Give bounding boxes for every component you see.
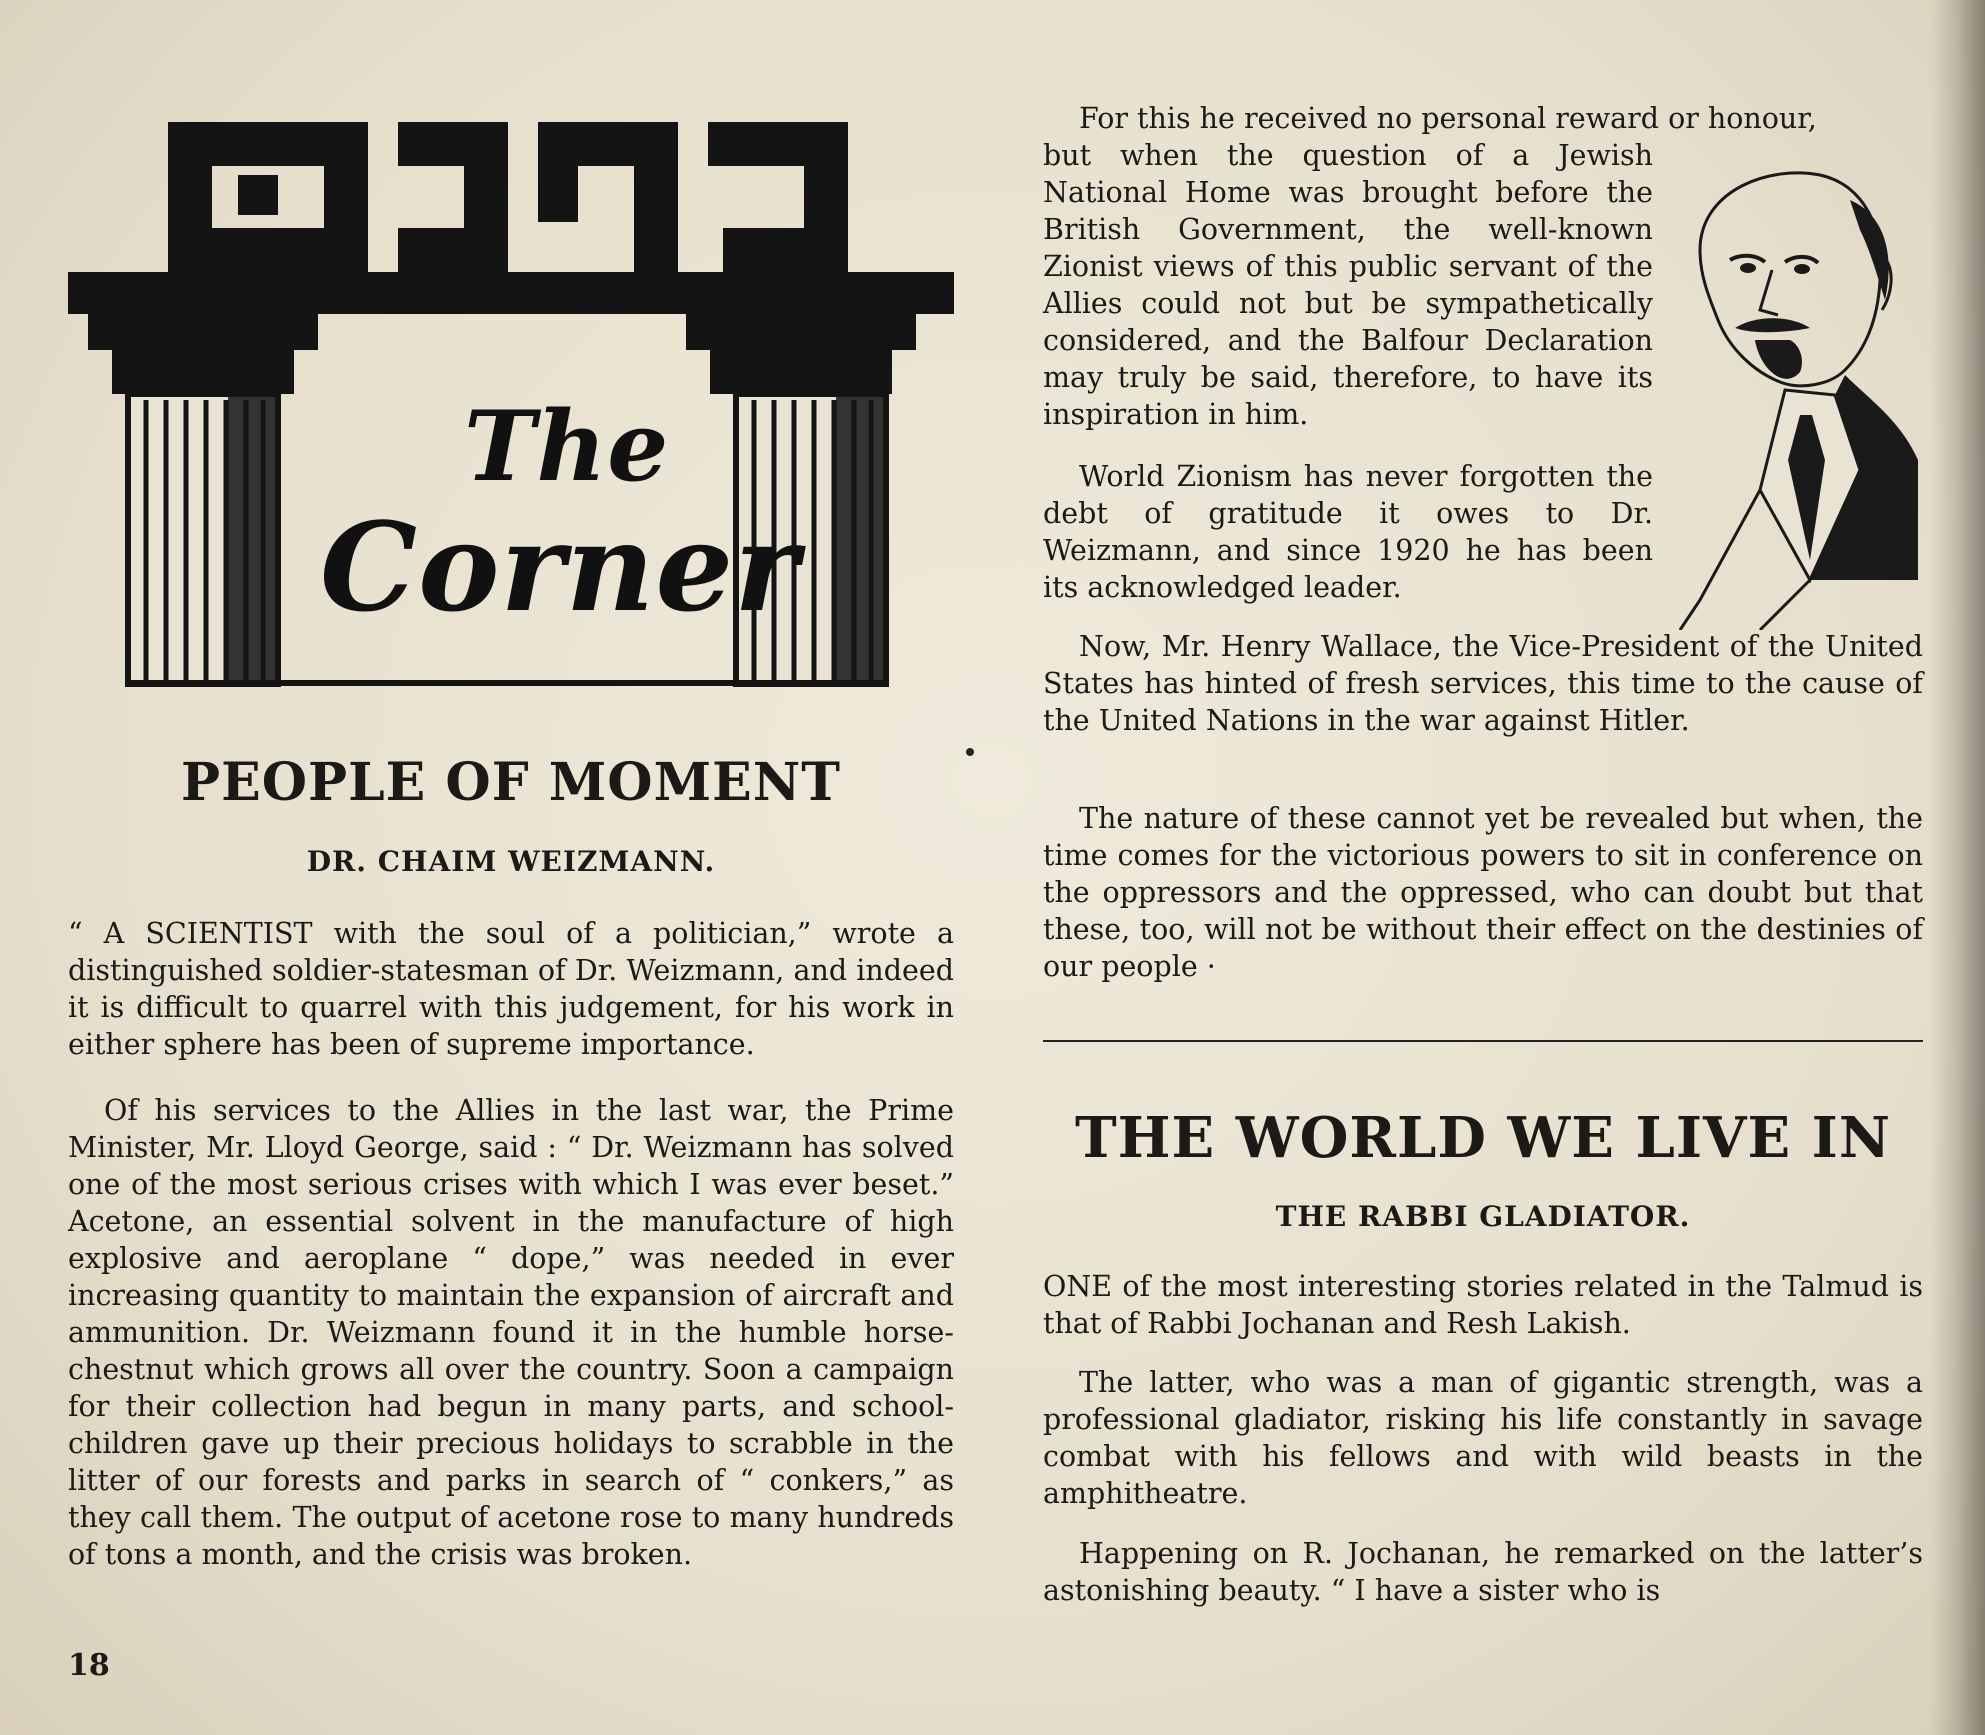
corner-title-line2: Corner [320,495,800,639]
page-number: 18 [68,1648,110,1683]
right-paragraph-5: ONE of the most interesting stories related in the Talmud is that of Rabbi Jochanan and Resh Lakish. [1043,1270,1923,1340]
decorative-dot-icon [966,748,974,756]
left-paragraph-2: Of his services to the Allies in the last war, the Prime Minister, Mr. Lloyd George, said : “ Dr. Weizmann has solved one of the most serious crises with which I was ever beset.” Acetone, an essential solvent in the manufacture of high explosive and aeroplane “ dope,” was needed in ever increasing quantity to maintain the expansion of aircraft and ammunition. Dr. Weizmann found it in the humble horse-chestnut which grows all over the country. Soon a campaign for their collection had begun in many parts, and school-children gave up their precious holidays to scrabble in the litter of our forests and parks in search of “ conkers,” as they call them. The output of acetone rose to many hundreds of tons a month, and the crisis was broken. [68,1094,954,1571]
section-subtitle: THE RABBI GLADIATOR. [1275,1200,1691,1233]
right-paragraph-3: Now, Mr. Henry Wallace, the Vice-President of the United States has hinted of fresh services, this time to the cause of the United Nations in the war against Hitler. [1043,630,1923,737]
article-title: PEOPLE OF MOMENT [180,752,842,813]
right-paragraph-1-rest: but when the question of a Jewish National Home was brought before the British Government, the well-known Zionist views of this public servant of the Allies could not but be sympathetically considered, and the Balfour Declaration may truly be said, therefore, to have its inspiration in him. [1043,139,1653,431]
corner-title-line1: The [464,390,670,503]
left-paragraph-1: “ A SCIENTIST with the soul of a politician,” wrote a distinguished soldier-statesman of Dr. Weizmann, and indeed it is difficult to quarrel with this judgement, for his work in either sphere has been of supreme importance. [68,917,954,1061]
left-column [68,100,954,690]
section-title: THE WORLD WE LIVE IN [1074,1105,1892,1171]
right-paragraph-2: World Zionism has never forgotten the debt of gratitude it owes to Dr. Weizmann, and since 1920 he has been its acknowledged leader. [1043,460,1653,604]
section-divider [1043,1040,1923,1042]
right-paragraph-6: The latter, who was a man of gigantic strength, was a professional gladiator, risking his life constantly in savage combat with his fellows and with wild beasts in the amphitheatre. [1043,1366,1923,1510]
right-paragraph-4: The nature of these cannot yet be revealed but when, the time comes for the victorious powers to sit in conference on the oppressors and the oppressed, who can doubt but that these, too, will not be without their effect on the destinies of our people · [1043,802,1923,983]
right-paragraph-1-line1: For this he received no personal reward or honour, [1079,102,1817,135]
article-subtitle: DR. CHAIM WEIZMANN. [306,845,716,878]
book-spine-shadow [1930,0,1985,1735]
right-paragraph-7: Happening on R. Jochanan, he remarked on the latter’s astonishing beauty. “ I have a sister who is [1043,1537,1923,1607]
portrait-sketch-icon [1660,160,1920,630]
weizmann-portrait-illustration [1660,160,1920,630]
masthead-illustration [68,100,954,690]
